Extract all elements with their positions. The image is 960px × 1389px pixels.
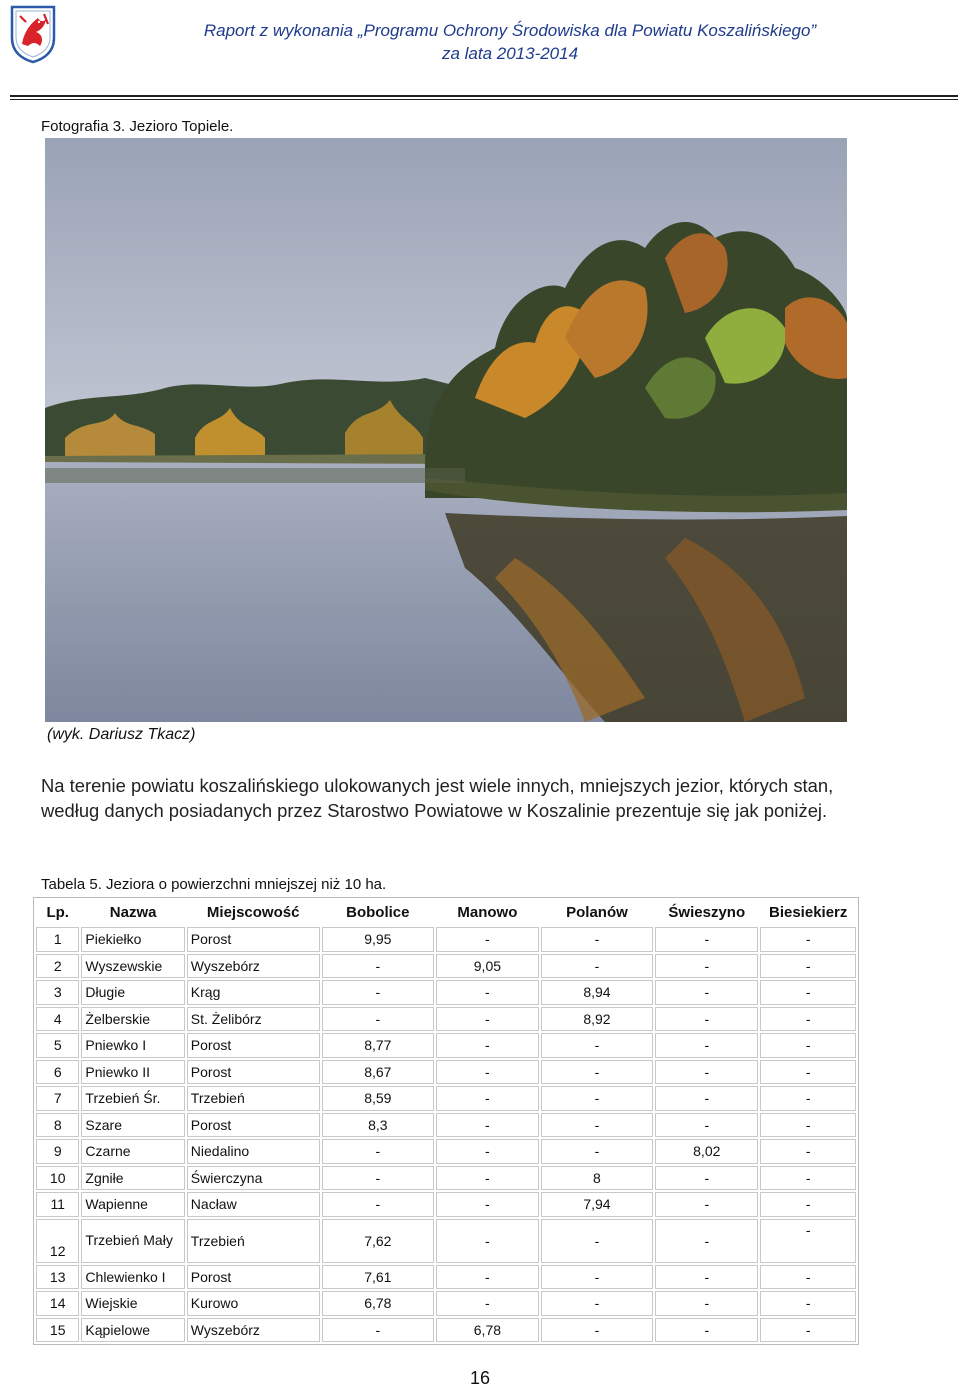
cell-biesiekierz: - [760,1139,856,1164]
cell-lp: 14 [36,1291,79,1316]
cell-manowo: 6,78 [436,1318,539,1343]
cell-manowo: - [436,1086,539,1111]
cell-bobolice: - [322,1007,434,1032]
cell-polanow: - [541,954,653,979]
cell-polanow: 8,92 [541,1007,653,1032]
cell-bobolice: - [322,954,434,979]
header-miejscowosc: Miejscowość [206,904,300,921]
cell-name: Czarne [81,1139,184,1164]
cell-bobolice: 7,62 [322,1219,434,1263]
cell-lp: 13 [36,1265,79,1290]
cell-bobolice: - [322,980,434,1005]
cell-swieszyno: - [655,954,758,979]
cell-biesiekierz: - [760,1033,856,1058]
lake-photo [45,138,847,722]
cell-name: Trzebień Śr. [81,1086,184,1111]
cell-biesiekierz: - [760,1265,856,1290]
cell-biesiekierz: - [760,1318,856,1343]
cell-swieszyno: - [655,1291,758,1316]
cell-name: Kąpielowe [81,1318,184,1343]
header-title-line1: Raport z wykonania „Programu Ochrony Środowiska dla Powiatu Koszalińskiego” [203,21,817,40]
header-rule-thick [10,95,958,97]
cell-lp: 7 [36,1086,79,1111]
cell-swieszyno: - [655,1060,758,1085]
cell-biesiekierz: - [760,1007,856,1032]
cell-manowo: - [436,927,539,952]
table-row [36,1007,856,1032]
cell-lp: 15 [36,1318,79,1343]
cell-name: Wyszewskie [81,954,184,979]
cell-manowo: - [436,1007,539,1032]
county-crest-logo [8,4,58,64]
table-row [36,1318,856,1343]
cell-manowo: - [436,1291,539,1316]
cell-biesiekierz: - [760,980,856,1005]
cell-locality: Kurowo [187,1291,320,1316]
cell-polanow: - [541,1113,653,1138]
cell-locality: Krąg [187,980,320,1005]
table-row [36,980,856,1005]
cell-manowo: - [436,980,539,1005]
cell-lp: 6 [36,1060,79,1085]
cell-polanow: - [541,927,653,952]
photo-caption: Fotografia 3. Jezioro Topiele. [41,118,234,135]
cell-swieszyno: - [655,1033,758,1058]
cell-polanow: - [541,1318,653,1343]
page-number: 16 [469,1368,491,1388]
cell-name: Długie [81,980,184,1005]
cell-manowo: - [436,1265,539,1290]
cell-lp: 10 [36,1166,79,1191]
cell-polanow: - [541,1219,653,1263]
cell-polanow: 8 [541,1166,653,1191]
table-row [36,1033,856,1058]
cell-locality: Świerczyna [187,1166,320,1191]
cell-bobolice: 8,59 [322,1086,434,1111]
cell-bobolice: 8,3 [322,1113,434,1138]
header-polanow: Polanów [566,904,628,921]
photo-credit: (wyk. Dariusz Tkacz) [47,726,196,743]
cell-swieszyno: - [655,1007,758,1032]
cell-swieszyno: - [655,1318,758,1343]
cell-locality: Porost [187,927,320,952]
cell-swieszyno: - [655,1219,758,1263]
cell-lp: 1 [36,927,79,952]
cell-polanow: 7,94 [541,1192,653,1217]
cell-bobolice: - [322,1192,434,1217]
cell-biesiekierz: - [760,1192,856,1217]
cell-manowo: - [436,1219,539,1263]
cell-locality: Porost [187,1033,320,1058]
cell-manowo: - [436,1060,539,1085]
cell-bobolice: 6,78 [322,1291,434,1316]
cell-name: Wiejskie [81,1291,184,1316]
cell-locality: Wyszebórz [187,1318,320,1343]
cell-name: Trzebień Mały [81,1219,184,1263]
table-header-row [36,900,856,925]
cell-bobolice: 7,61 [322,1265,434,1290]
table-row [36,1192,856,1217]
table-caption: Tabela 5. Jeziora o powierzchni mniejszej niż 10 ha. [41,876,387,893]
cell-biesiekierz: - [760,1086,856,1111]
cell-biesiekierz: - [760,1219,856,1263]
header-bobolice: Bobolice [346,904,410,921]
cell-polanow: - [541,1291,653,1316]
cell-biesiekierz: - [760,1113,856,1138]
cell-biesiekierz: - [760,1166,856,1191]
cell-bobolice: - [322,1166,434,1191]
cell-name: Pniewko II [81,1060,184,1085]
header-nazwa: Nazwa [109,904,157,921]
cell-manowo: - [436,1113,539,1138]
cell-polanow: - [541,1086,653,1111]
cell-biesiekierz: - [760,954,856,979]
cell-locality: Niedalino [187,1139,320,1164]
table-row [36,1265,856,1290]
cell-lp: 11 [36,1192,79,1217]
table-row [36,1113,856,1138]
cell-locality: St. Żelibórz [187,1007,320,1032]
cell-manowo: - [436,1166,539,1191]
cell-name: Piekiełko [81,927,184,952]
lakes-table [33,897,859,1345]
cell-name: Chlewienko I [81,1265,184,1290]
cell-locality: Nacław [187,1192,320,1217]
cell-locality: Porost [187,1265,320,1290]
cell-locality: Trzebień [187,1219,320,1263]
cell-lp: 9 [36,1139,79,1164]
header-biesiekierz: Biesiekierz [769,904,848,921]
cell-name: Szare [81,1113,184,1138]
cell-locality: Trzebień [187,1086,320,1111]
cell-biesiekierz: - [760,1060,856,1085]
cell-manowo: 9,05 [436,954,539,979]
cell-bobolice: - [322,1318,434,1343]
cell-lp: 3 [36,980,79,1005]
cell-lp: 12 [36,1219,79,1263]
cell-name: Żelberskie [81,1007,184,1032]
cell-swieszyno: - [655,1166,758,1191]
table-row [36,1166,856,1191]
cell-lp: 4 [36,1007,79,1032]
cell-manowo: - [436,1192,539,1217]
table-row [36,927,856,952]
cell-locality: Porost [187,1113,320,1138]
cell-swieszyno: - [655,1192,758,1217]
header-lp: Lp. [46,904,69,921]
cell-swieszyno: - [655,980,758,1005]
cell-biesiekierz: - [760,927,856,952]
cell-swieszyno: - [655,1086,758,1111]
cell-name: Pniewko I [81,1033,184,1058]
cell-name: Zgniłe [81,1166,184,1191]
table-row [36,1291,856,1316]
table-row [36,954,856,979]
header-manowo: Manowo [457,904,518,921]
cell-polanow: 8,94 [541,980,653,1005]
cell-manowo: - [436,1033,539,1058]
cell-polanow: - [541,1060,653,1085]
cell-biesiekierz: - [760,1291,856,1316]
header-swieszyno: Świeszyno [668,904,746,921]
cell-bobolice: 8,77 [322,1033,434,1058]
cell-lp: 5 [36,1033,79,1058]
cell-lp: 2 [36,954,79,979]
report-header-title [60,19,960,65]
cell-swieszyno: - [655,927,758,952]
cell-name: Wapienne [81,1192,184,1217]
header-title-line2: za lata 2013-2014 [441,44,579,63]
cell-manowo: - [436,1139,539,1164]
cell-swieszyno: - [655,1265,758,1290]
cell-polanow: - [541,1265,653,1290]
cell-swieszyno: - [655,1113,758,1138]
cell-swieszyno: 8,02 [655,1139,758,1164]
cell-bobolice: - [322,1139,434,1164]
header-rule-thin [10,99,958,100]
cell-locality: Wyszebórz [187,954,320,979]
table-row [36,1219,856,1263]
cell-bobolice: 8,67 [322,1060,434,1085]
table-row [36,1060,856,1085]
cell-polanow: - [541,1139,653,1164]
table-row [36,1086,856,1111]
table-row [36,1139,856,1164]
body-paragraph: Na terenie powiatu koszalińskiego ulokowanych jest wiele innych, mniejszych jezior, których stan, według danych posiadanych przez Starostwo Powiatowe w Koszalinie prezentuje się jak poniżej. [41,775,834,821]
cell-locality: Porost [187,1060,320,1085]
cell-polanow: - [541,1033,653,1058]
cell-bobolice: 9,95 [322,927,434,952]
cell-lp: 8 [36,1113,79,1138]
